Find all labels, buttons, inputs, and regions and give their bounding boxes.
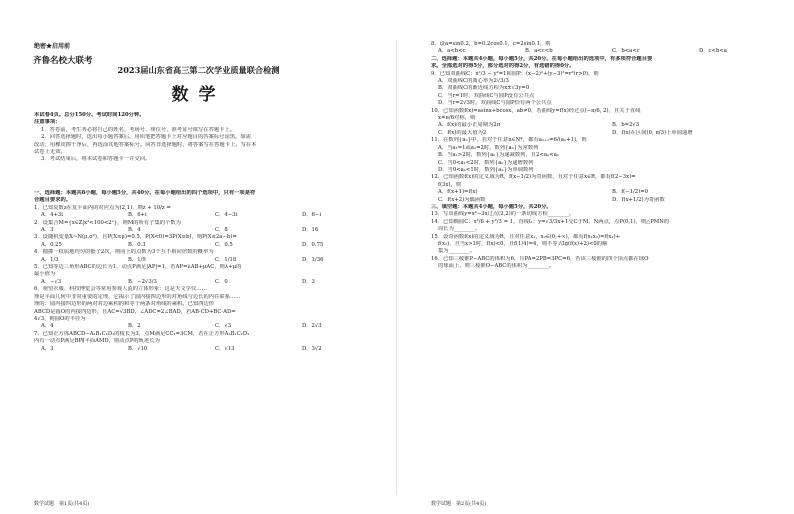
question-5: 5．已知等边三角形ABC的边长为1，动点P满足|AP|=1，若AP=λAB+μAC，则λ+μ的 bbox=[34, 264, 242, 271]
option: C．8 bbox=[215, 227, 228, 234]
option: C．4−3i bbox=[215, 212, 238, 219]
page-number: 数学试题 第2页(共4页) bbox=[431, 501, 487, 507]
question-6-line: 理是平面几何中非常重要的定理，它揭示了圆内接四边形的对角线与边长的内在联系…… bbox=[34, 293, 241, 300]
question-6-options bbox=[34, 323, 389, 330]
option: C．√13 bbox=[215, 345, 235, 352]
subject-title: 数学 bbox=[171, 85, 226, 105]
option: C．当r=1时，双曲线C与圆P没有公共点 bbox=[438, 92, 535, 99]
question-3: 3．设随机变量X~N(μ,σ²)，且P(X≤μ)=0.5，P(X<0)=3P(X≥b)，则P(X≤2a−b)= bbox=[34, 234, 237, 241]
option: D．f(x+1/2)为奇函数 bbox=[612, 196, 665, 203]
option: D．当r=2√3时，双曲线C与圆P恰有两个公共点 bbox=[438, 100, 552, 107]
question-5-options bbox=[34, 279, 389, 286]
question-2-options bbox=[34, 227, 389, 234]
option: C．1/18 bbox=[215, 256, 237, 263]
option: C．当0<a₁<2时，数列{aₙ}为递增数列 bbox=[438, 159, 534, 166]
option: C．f(x+2)为偶函数 bbox=[438, 196, 486, 203]
option: A．a<b<c bbox=[438, 48, 466, 55]
section-1-title: 一、选择题：本题共8小题，每小题5分，共40分。在每小题给出的四个选项中，只有一项是符 bbox=[34, 190, 256, 196]
option: D．当0<a₁<1时，数列{aₙ}为单调数列 bbox=[438, 166, 534, 173]
question-7: 7．已知正方体ABCD−A₁B₁C₁D₁的棱长为3，点M满足CC₁=3CM，若在正方形A₁B₁C₁D₁ bbox=[34, 330, 250, 337]
option: A．0.25 bbox=[41, 241, 62, 248]
note-item: 1．答卷前，考生务必将自己的姓名、考场号、座位号、准考证号填写在答题卡上。 bbox=[41, 126, 236, 133]
question-12-options bbox=[431, 189, 786, 196]
question-16-line: 的球面上，则三棱锥O−ABC的体积为________。 bbox=[438, 263, 554, 270]
option: B．f(−1/2)=0 bbox=[612, 189, 649, 196]
organization-name: 齐鲁名校大联考 bbox=[33, 56, 93, 66]
option: D．1/36 bbox=[302, 256, 324, 263]
option: D．6−i bbox=[302, 212, 322, 219]
question-7-options bbox=[34, 346, 389, 353]
note-item: 2．回答选择题时，选出每小题答案后，用铅笔把答题卡上对应题目的答案标号涂黑。如需 bbox=[41, 134, 251, 141]
question-6-line: 理的：圆内接四边形的两对对边乘积的和等于两条对角线的乘积。已知四边形 bbox=[34, 301, 215, 308]
question-4: 4．抛掷一枚质地均匀的骰子2次，则向上的点数为3个互不相同倍数的概率为 bbox=[34, 249, 214, 256]
column-divider bbox=[396, 40, 397, 495]
option: D．0.75 bbox=[302, 241, 324, 248]
question-11: 11．在数列{aₙ}中，若对于任意n∈N*，都有aₙ₊₁=6/(aₙ+1)，则 bbox=[431, 137, 587, 144]
option: C．f(x)的最大值为2 bbox=[438, 129, 487, 136]
question-15-line: 集为________。 bbox=[438, 248, 476, 255]
question-12-line: f(3x)，则 bbox=[438, 181, 462, 188]
section-2-title: 二、选择题：本题共4小题，每小题5分，共20分。在每小题给出的选项中，有多项符合题目要 bbox=[431, 55, 653, 62]
option: B．a<c<b bbox=[525, 48, 553, 55]
notes-label: 注意事项： bbox=[34, 119, 61, 126]
question-1-options bbox=[34, 212, 389, 219]
option: A．−√3 bbox=[41, 278, 62, 285]
option: C．b<a<c bbox=[612, 48, 640, 55]
option: C．√3 bbox=[215, 323, 232, 330]
right-content bbox=[431, 41, 786, 271]
question-4-options bbox=[34, 257, 389, 264]
note-item: 改动，用橡皮擦干净后，再选涂其他答案标号。回答非选择题时，将答案写在答题卡上。写在本 bbox=[34, 141, 257, 148]
question-6-line: 4√3，则圆O的半径为 bbox=[34, 315, 86, 322]
section-1-title-cont: 合题目要求的。 bbox=[34, 197, 72, 204]
option: B．6+i bbox=[128, 212, 147, 219]
page-number: 数学试题 第1页(共4页) bbox=[34, 501, 90, 507]
option: B．2 bbox=[128, 323, 141, 330]
option: D．3 bbox=[302, 278, 315, 285]
exam-title: 2023届山东省高三第二次学业质量联合检测 bbox=[117, 65, 280, 75]
question-6-line: ABCD是圆O的内接四边形，且AC=√3BD，∠ADC=2∠BAD，若AB·CD+BC·AD= bbox=[34, 308, 236, 315]
question-10-options bbox=[431, 130, 786, 137]
question-15: 15．设奇函数f(x)的定义域为R，且对任意x₁，x₂∈(0,+∞)，都有f(x₁x₂)=f(x₁)+ bbox=[431, 233, 621, 240]
option: A．f(x+1)=f(x) bbox=[438, 189, 478, 196]
option: A．f(x)的最小正周期为2π bbox=[438, 122, 501, 129]
section-3-title: 三、填空题：本题共4小题，每小题5分，共20分。 bbox=[431, 203, 552, 210]
secret-label: 绝密★启用前 bbox=[34, 43, 71, 50]
option: A．当a₁=1或a₁=2时，数列{aₙ}为常数列 bbox=[438, 144, 539, 151]
note-item: 3．考试结束后，将本试卷和答题卡一并交回。 bbox=[41, 156, 151, 163]
option: B．−2√3/3 bbox=[128, 278, 157, 285]
section-2-title-cont: 求。全部选对的得5分，部分选对的得2分，有选错的得0分。 bbox=[431, 63, 575, 70]
page-footer-right bbox=[431, 500, 786, 507]
option: D．16 bbox=[302, 227, 319, 234]
option: B．当a₁>2时，数列{aₙ}为递减数列，且2<aₙ<a₁ bbox=[438, 152, 560, 159]
left-column bbox=[6, 0, 391, 514]
right-column bbox=[403, 0, 788, 514]
question-5-cont: 最小值为 bbox=[34, 271, 56, 278]
question-14: 14．已知椭圆C：x²/6 + y²/3 = 1，直线l₁：y=√3/3x+1交C于M、N两点，点P(0,1)，则△PMN的 bbox=[431, 218, 670, 225]
question-8: 8．设a=sin0.2，b=0.2cos0.1，c=2sin0.1，则 bbox=[431, 41, 551, 47]
option: D．3√2 bbox=[302, 345, 322, 352]
option: A．3 bbox=[41, 227, 54, 234]
question-6: 6．观望衣服、科技博览会等常用参观人流的立体形象：这是天文学仪…… bbox=[34, 286, 207, 293]
option: A．3 bbox=[41, 345, 54, 352]
question-13: 13．写出曲线y=x³−3x过点(2,2)的一条切线方程________。 bbox=[431, 211, 575, 218]
option: B．双曲线C的渐近线方程为x±√3y=0 bbox=[438, 85, 530, 92]
option: C．0 bbox=[215, 278, 228, 285]
question-9: 9．已知双曲线C：x²/3 − y²=1和圆P：(x−2)²+(y−3)²=r²(r>0)，则 bbox=[431, 70, 599, 77]
option: D．c<b<a bbox=[699, 48, 727, 55]
question-12: 12．已知函数f(x)的定义域为R，f(x−1/2)为奇函数，且对于任意x∈R，都有f(2−3x)= bbox=[431, 174, 636, 181]
question-3-options bbox=[34, 242, 389, 249]
note-item: 试卷上无效。 bbox=[34, 149, 66, 156]
question-10-line: x=π/6对称，则 bbox=[438, 115, 476, 122]
option: A．双曲线C的离心率为2√3/3 bbox=[438, 78, 509, 85]
option: A．4+3i bbox=[41, 212, 63, 219]
exam-info: 本试卷4页。总分150分。考试时间120分钟。 bbox=[34, 112, 145, 118]
question-14-line: 周长为________。 bbox=[438, 226, 481, 233]
option: B．4 bbox=[128, 227, 141, 234]
option: B．b=2√3 bbox=[612, 122, 640, 129]
option: A．1/3 bbox=[41, 256, 59, 263]
question-2: 2．设集合M={x∈Z|x²<100<2ˣ}，则M的所有子集的个数为 bbox=[34, 219, 181, 226]
section-1 bbox=[34, 190, 389, 353]
option: B．0.3 bbox=[128, 241, 146, 248]
option: D．2√3 bbox=[302, 323, 322, 330]
question-16: 16．已知三棱锥P−ABC的体积为6，且PA=2PB=3PC=6，若该三棱锥的四个顶点都在球O bbox=[431, 255, 649, 262]
question-1: 1．已知复数z在复平面内的对应点为(2,1)，则z + 10/z = bbox=[34, 204, 171, 211]
option: A．4 bbox=[41, 323, 54, 330]
question-10: 10．已知函数f(x)=asinx+bcosx，ab≠0，若曲线y=f(x)经过点(−π/6, 2)，且关于直线 bbox=[431, 107, 641, 114]
question-10-options bbox=[431, 122, 786, 129]
question-12-options bbox=[431, 197, 786, 204]
page-footer-left bbox=[34, 500, 389, 507]
instructions bbox=[34, 112, 389, 164]
option: B．√10 bbox=[128, 345, 148, 352]
question-15-line: f(x₂)，且当x>1时，f(x)<0，且f(1/4)=4，则不等式lg(f(x)+2)<0的解 bbox=[438, 240, 608, 247]
question-8-options bbox=[431, 48, 786, 55]
question-7-line: 内有一动点P满足BP∥平面AMD，则动点P的轨迹长为 bbox=[34, 338, 160, 345]
option: B．1/9 bbox=[128, 256, 146, 263]
option: D．f(x)在区间(0, π/3)上单调递增 bbox=[612, 129, 693, 136]
option: C．0.5 bbox=[215, 241, 233, 248]
